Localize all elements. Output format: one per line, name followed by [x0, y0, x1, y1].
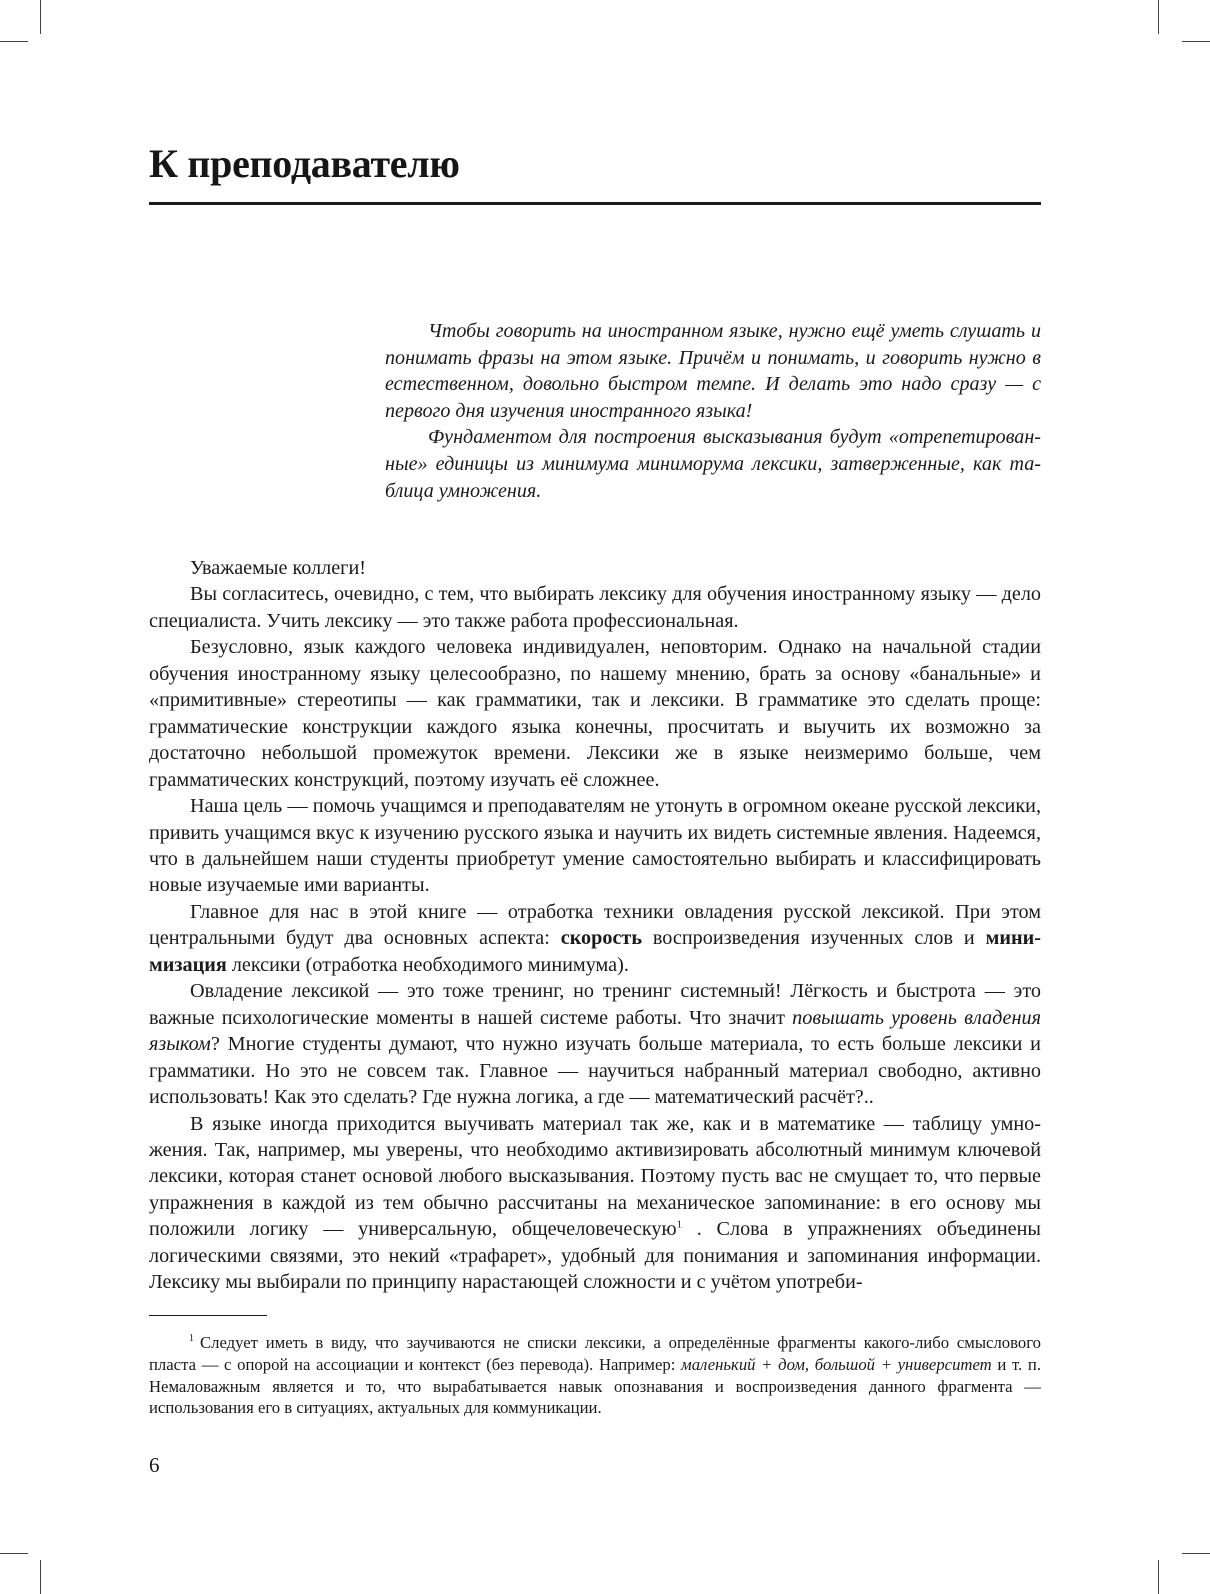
footnote-example: маленький + дом, большой + университет [681, 1354, 992, 1374]
body-paragraph: Безусловно, язык каждого человека индивидуален, неповторим. Однако на начальной стадии обучения иностранному языку целесообразно, по нашему мнению, брать за основу «банальные» и «примитивные» стереотипы — как грамматики, так и лексики. В грамматике это сделать проще: грамматические конструкции каждого языка конечны, просчитать и выучить их возможно за достаточно небольшой промежуток времени. Лексики же в языке неизмеримо больше, чем грамматических конструкций, поэтому изучать её сложнее. [149, 636, 1041, 791]
greeting: Уважаемые коллеги! [190, 557, 366, 579]
text-run: Главное для нас в этой книге — отработка техники овладения русской лексикой. При этом центральными будут два основных аспекта: [149, 900, 1041, 950]
body-paragraph [149, 978, 1041, 1110]
crop-mark-top-left-vertical [40, 0, 41, 34]
crop-mark-bottom-left-horizontal [0, 1553, 28, 1554]
epigraph-paragraph: Фундаментом для построения высказывания будут «отрепетированные» единицы из минимума миниморума лексики, затверженные, как таблица умножения. [385, 426, 1041, 502]
footnote-marker: 1 [189, 1333, 194, 1345]
body-paragraph [149, 1111, 1041, 1296]
text-run: . Слова в упражнениях объединены логическими связями, это некий «трафарет», удобный для понимания и запоминания информации. Лексику мы выбирали по принципу нарастающей сложности и с учётом употреби- [149, 1218, 1041, 1294]
crop-mark-top-right-horizontal [1182, 41, 1210, 42]
crop-mark-bottom-right-vertical [1158, 1560, 1159, 1594]
crop-mark-top-left-horizontal [0, 41, 28, 42]
page-number: 6 [149, 1453, 160, 1477]
text-run: Овладение лексикой — это тоже тренинг, но тренинг системный! Лёгкость и быстрота — это важные психологические моменты в нашей системе работы. Что значит [149, 980, 1041, 1029]
body-text [149, 555, 1041, 1296]
epigraph-paragraph: Чтобы говорить на иностранном языке, нужно ещё уметь слушать и понимать фразы на этом языке. Причём и понимать, и говорить нужно в естественном, довольно быстром темпе. И делать это надо сразу — с первого дня изучения иностранного языка! [385, 320, 1041, 422]
text-run: Следует иметь в виду, что заучиваются не списки лексики, а определённые фрагменты какого-либо смыслового пласта — с опорой на ассоциации и контекст (без перевода). Например: [149, 1333, 1041, 1374]
crop-mark-bottom-right-horizontal [1182, 1553, 1210, 1554]
footnote-rule [149, 1315, 267, 1316]
page-title: К преподавателю [149, 141, 460, 186]
footnote-reference[interactable]: 1 [676, 1218, 683, 1231]
body-paragraph: Наша цель — помочь учащимся и преподавателям не утонуть в огромном океане русской лексики, привить учащимся вкус к изучению русского языка и научить их видеть системные явления. Надеемся, что в дальнейшем наши студенты приобретут умение самостоятельно выбирать и классифицировать новые изучаемые ими варианты. [149, 795, 1041, 897]
crop-mark-bottom-left-vertical [40, 1560, 41, 1594]
body-paragraph [149, 899, 1041, 978]
text-run: ? Многие студенты думают, что нужно изучать больше материала, то есть больше лексики и грамматики. Но это не совсем так. Главное — научиться набранный материал свободно, активно использовать! Как это сделать? Где нужна логика, а где — математический расчёт?.. [149, 1033, 1041, 1109]
text-run: лексики (отработка необходимого минимума). [226, 953, 629, 976]
italic-phrase: повышать уровень владения языком [149, 1006, 1041, 1056]
bold-term-minimization: минимизация [149, 927, 1041, 976]
title-rule [149, 202, 1041, 205]
text-run: воспроизведения изученных слов и [642, 927, 986, 950]
bold-term-speed: скорость [560, 927, 643, 950]
body-paragraph: Вы согласитесь, очевидно, с тем, что выбирать лексику для обучения иностранному языку — дело специалиста. Учить лексику — это также работа профессиональная. [149, 583, 1041, 632]
footnote [149, 1332, 1041, 1419]
footnote-paragraph [149, 1332, 1041, 1419]
text-run: и т. п. Немаловажным является и то, что вырабатывается навык опознавания и воспроизведения данного фрагмента — использования его в ситуациях, актуальных для коммуникации. [149, 1354, 1041, 1418]
epigraph [385, 318, 1041, 504]
crop-mark-top-right-vertical [1158, 0, 1159, 34]
text-run: В языке иногда приходится выучивать материал так же, как и в математике — таблицу умножения. Так, например, мы уверены, что необходимо активизировать абсолютный минимум ключевой лексики, которая станет основой любого высказывания. Поэтому пусть вас не смущает то, что первые упражнения в каждой из тем обычно рассчитаны на механическое запоминание: в его основу мы положили логику — универсальную, общечеловеческую [149, 1112, 1041, 1241]
